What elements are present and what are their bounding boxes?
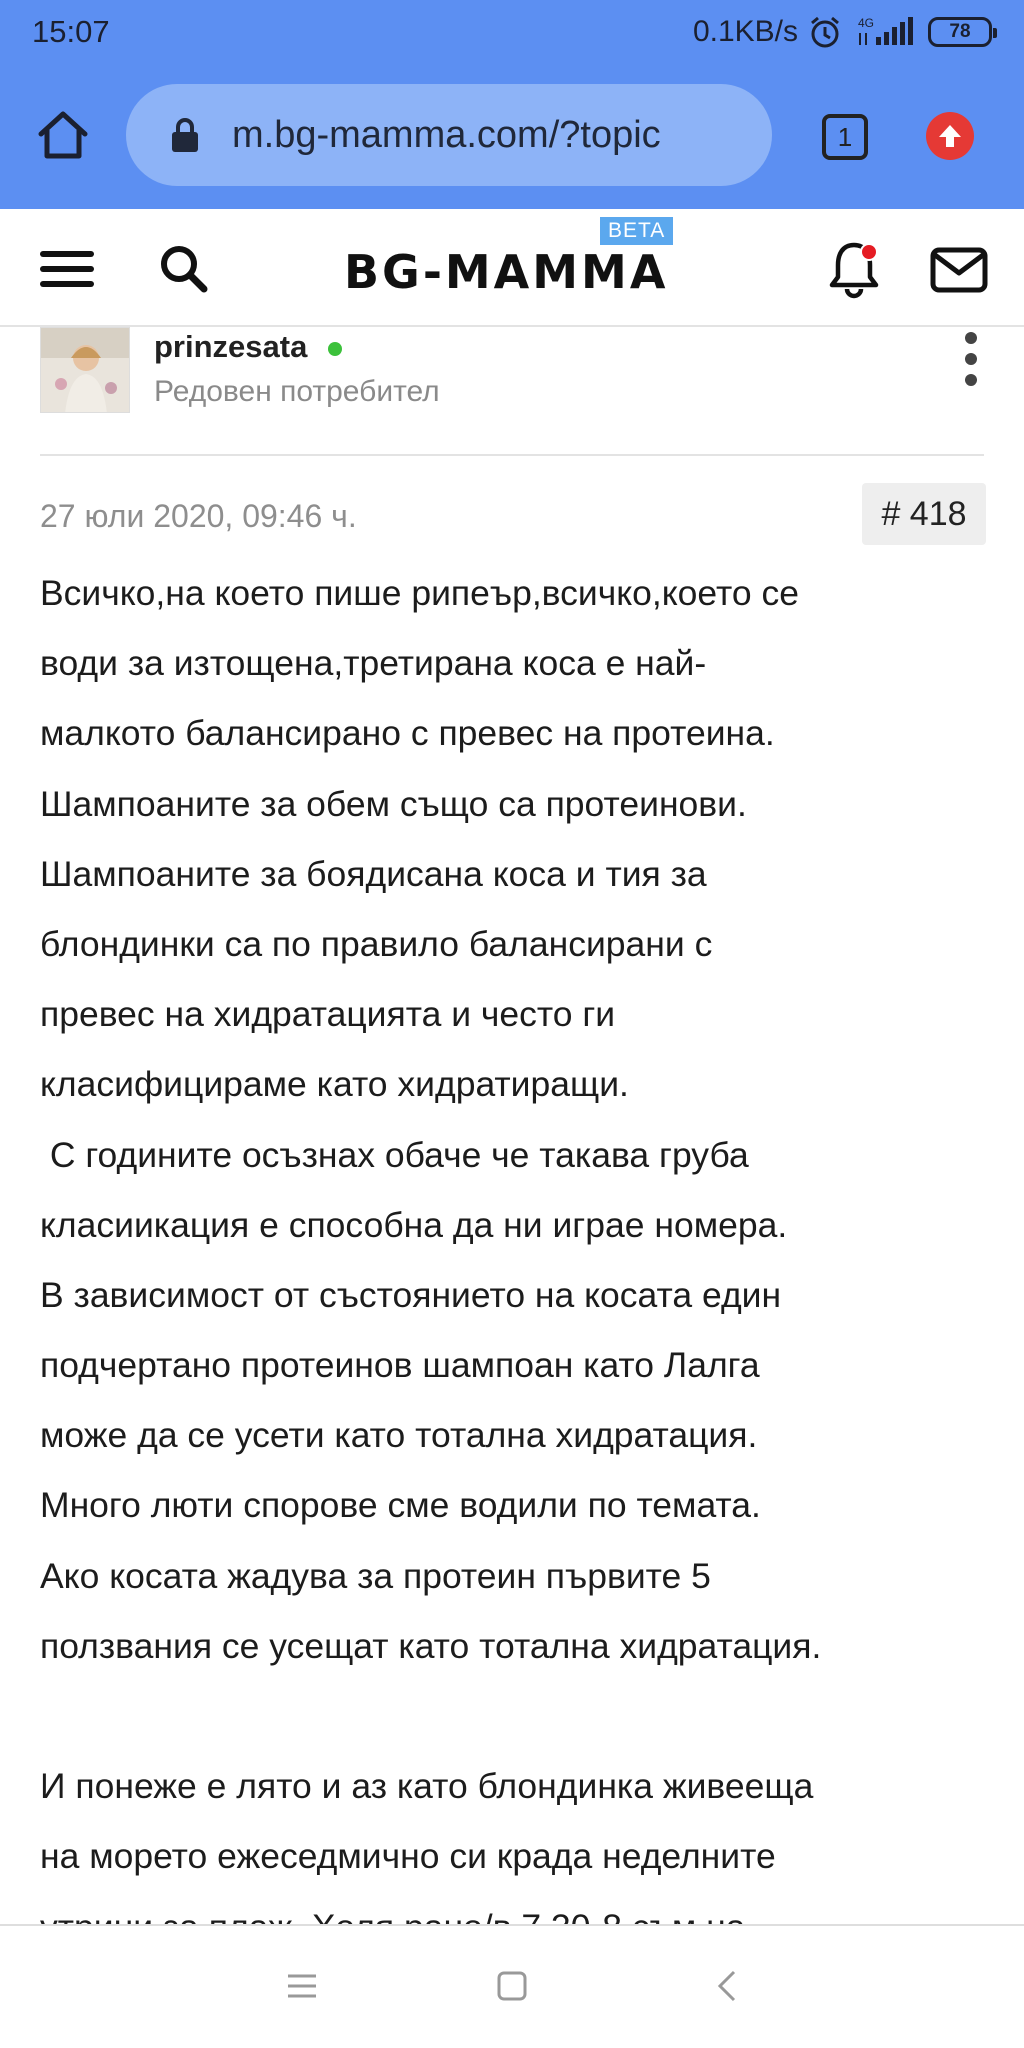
post-text-line: класиикация е способна да ни играе номера.	[40, 1204, 788, 1245]
post-text-line: С годините осъзнах обаче че такава груба	[40, 1134, 749, 1175]
post-text-line: малкото балансирано с превес на протеина.	[40, 713, 775, 754]
signal-icon	[856, 15, 918, 49]
menu-icon[interactable]	[40, 249, 94, 289]
mail-icon[interactable]	[930, 247, 988, 293]
network-type: 4G	[858, 16, 875, 30]
post-number-badge[interactable]	[862, 483, 986, 545]
battery-level: 78	[949, 21, 971, 42]
url-bar[interactable]	[126, 84, 772, 186]
post-date: 27 юли 2020, 09:46 ч.	[40, 498, 357, 534]
net-speed: 0.1KB/s	[692, 15, 798, 48]
post-text-line: блондинки са по правило балансирани с	[40, 923, 713, 964]
notification-dot	[860, 243, 878, 261]
lock-icon	[170, 117, 200, 153]
post-text-line: Много люти спорове сме водили по темата.	[40, 1485, 761, 1526]
system-nav-bar	[0, 1924, 1024, 2048]
post-text-line: ползвания се усещат като тотална хидратация.	[40, 1625, 822, 1666]
divider	[40, 454, 984, 456]
home-square-icon[interactable]	[496, 1970, 528, 2002]
search-icon[interactable]	[158, 243, 208, 293]
post-text-line: на морето ежеседмично си крада неделните	[40, 1836, 776, 1877]
post-text-line: Шампоаните за боядисана коса и тия за	[40, 853, 707, 894]
battery-icon	[928, 17, 992, 47]
post-text-line: може да се усети като тотална хидратация.	[40, 1415, 758, 1456]
post-text-line: И понеже е лято и аз като блондинка живееща	[40, 1766, 814, 1807]
arrow-up-icon	[935, 121, 965, 151]
update-icon[interactable]	[926, 112, 974, 160]
browser-chrome	[0, 0, 1024, 209]
more-options-icon[interactable]	[964, 331, 978, 387]
online-status-dot	[328, 342, 342, 356]
post-text-line: Шампоаните за обем също са протеинови.	[40, 783, 747, 824]
post-text-line	[40, 1681, 990, 1751]
post-text-line: В зависимост от състоянието на косата един	[40, 1274, 782, 1315]
status-bar	[0, 0, 1024, 64]
post-text-line: Ако косата жадува за протеин първите 5	[40, 1555, 711, 1596]
site-logo[interactable]: BG-MAMMA	[344, 245, 669, 299]
recent-apps-icon[interactable]	[286, 1970, 318, 2002]
tab-switcher-button[interactable]	[822, 114, 868, 160]
url-text[interactable]: m.bg-mamma.com/?topic	[232, 113, 661, 156]
post-text-line: превес на хидратацията и често ги	[40, 994, 616, 1035]
post-body	[40, 558, 990, 1962]
post-author	[40, 327, 984, 455]
status-indicators	[693, 12, 992, 52]
avatar-image	[41, 328, 130, 413]
site-header	[0, 209, 1024, 327]
tab-count: 1	[837, 121, 853, 152]
post-text-line: класифицираме като хидратиращи.	[40, 1064, 629, 1105]
avatar[interactable]	[40, 327, 130, 413]
post-text-line: подчертано протеинов шампоан като Лалга	[40, 1345, 760, 1386]
home-icon[interactable]	[36, 108, 90, 162]
post-text-line: води за изтощена,третирана коса е най-	[40, 643, 707, 684]
beta-badge: BETA	[600, 217, 673, 245]
user-role: Редовен потребител	[154, 375, 440, 408]
post-number: # 418	[881, 494, 967, 533]
status-time: 15:07	[32, 14, 110, 49]
post-text-line: Всичко,на което пише рипеър,всичко,което се	[40, 573, 799, 613]
alarm-icon	[808, 15, 842, 49]
back-icon[interactable]	[712, 1970, 744, 2002]
username[interactable]: prinzesata	[154, 329, 308, 364]
